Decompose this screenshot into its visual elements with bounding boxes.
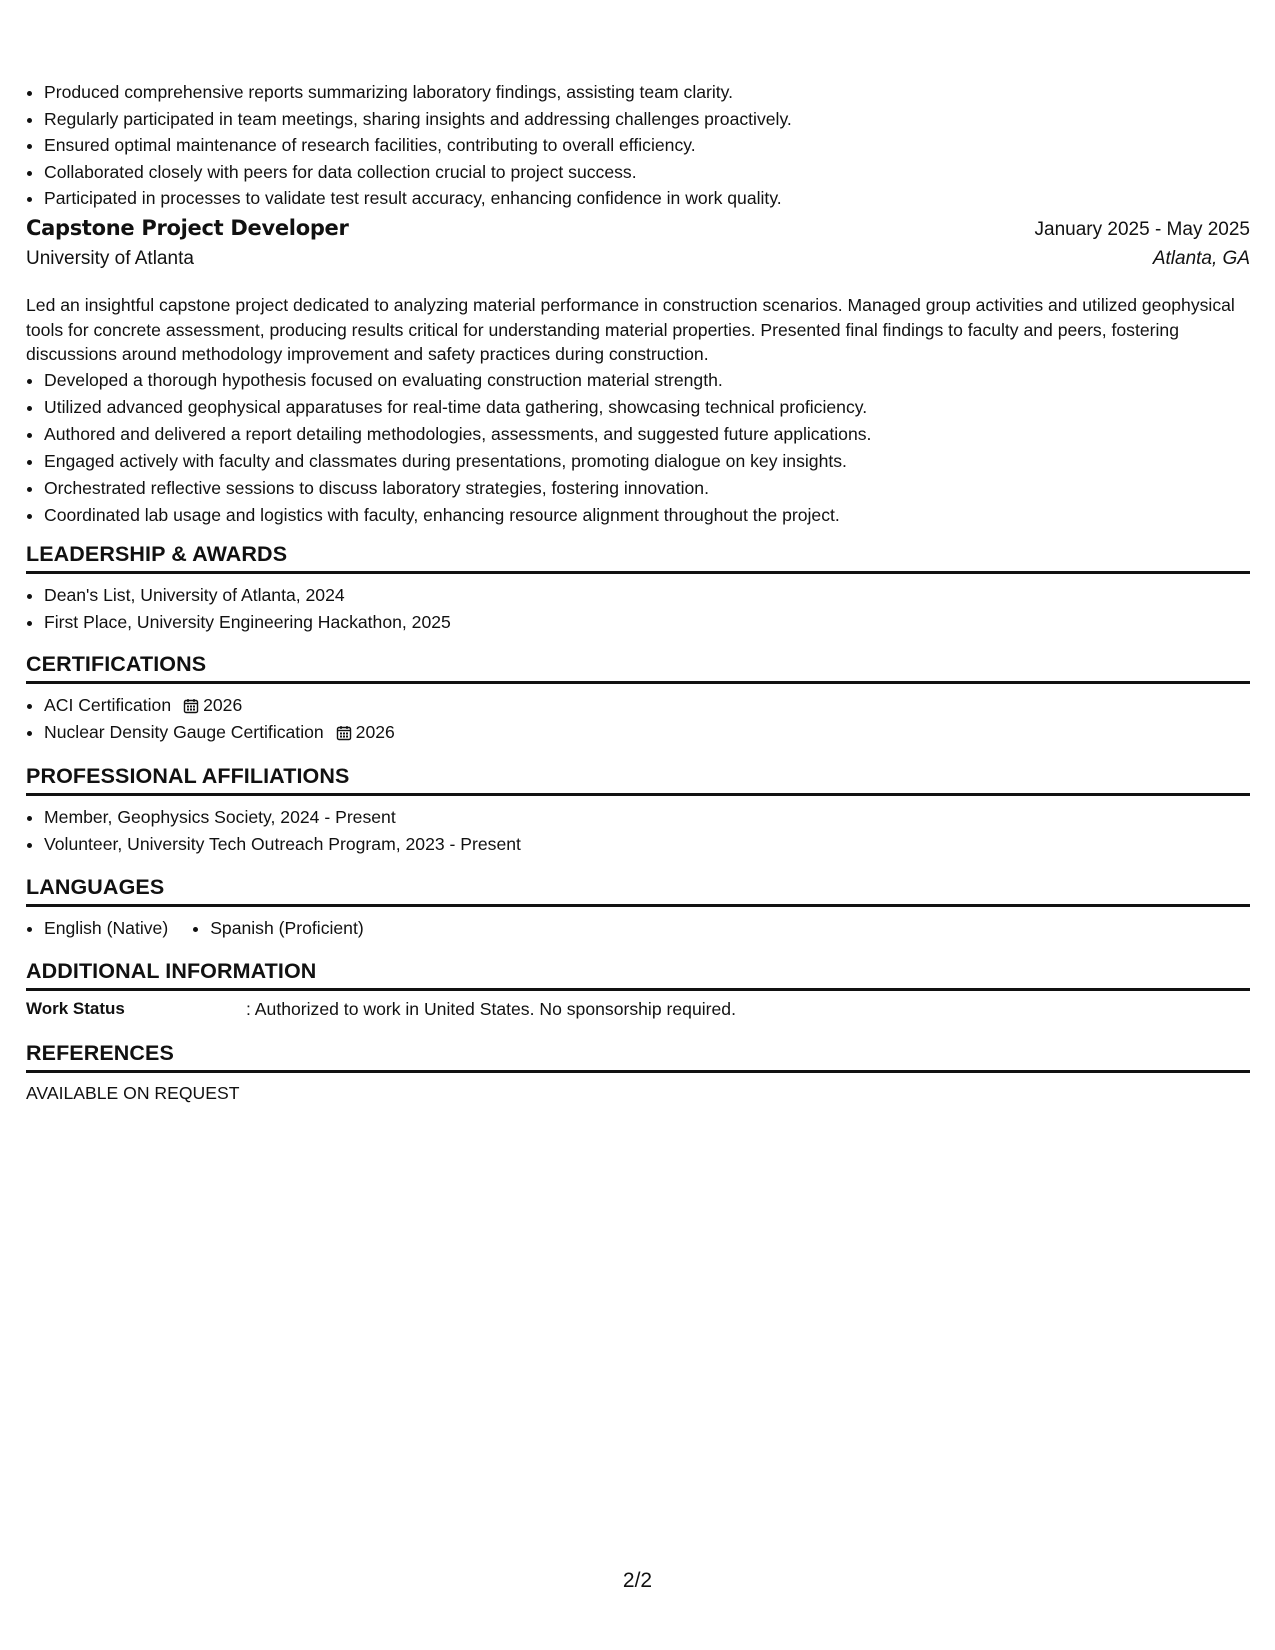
section-heading: ADDITIONAL INFORMATION bbox=[26, 958, 1250, 991]
job-title: Capstone Project Developer bbox=[26, 216, 349, 240]
certification-year: 2026 bbox=[203, 695, 243, 715]
certification-name: ACI Certification bbox=[44, 695, 172, 715]
list-item: • Dean's List, University of Atlanta, 2024 bbox=[44, 582, 1250, 609]
list-item: • Member, Geophysics Society, 2024 - Present bbox=[44, 804, 1250, 831]
certification-name: Nuclear Density Gauge Certification bbox=[44, 721, 324, 742]
work-status-label: Work Status bbox=[26, 999, 125, 1018]
list-item: • Collaborated closely with peers for data collection crucial to project success. bbox=[44, 159, 1268, 186]
references-section bbox=[26, 1040, 1250, 1104]
references-text: AVAILABLE ON REQUEST bbox=[26, 1083, 240, 1103]
job-subheader bbox=[26, 248, 1250, 270]
languages-section bbox=[26, 874, 1250, 942]
list-item: • First Place, University Engineering Hackathon, 2025 bbox=[44, 609, 1250, 636]
calendar-icon bbox=[336, 725, 352, 741]
calendar-icon bbox=[183, 698, 199, 714]
page-number: 2/2 bbox=[622, 1569, 653, 1592]
work-status-value: : Authorized to work in United States. No sponsorship required. bbox=[246, 999, 736, 1019]
section-heading: LANGUAGES bbox=[26, 874, 1250, 907]
section-heading: PROFESSIONAL AFFILIATIONS bbox=[26, 763, 1250, 796]
list-item: • Regularly participated in team meetings, sharing insights and addressing challenges proactively. bbox=[44, 106, 1268, 133]
list-item: • Coordinated lab usage and logistics with faculty, enhancing resource alignment throughout the project. bbox=[44, 502, 1268, 529]
list-item: • Participated in processes to validate test result accuracy, enhancing confidence in work quality. bbox=[44, 185, 1268, 212]
certification-item bbox=[44, 692, 1250, 719]
certification-item bbox=[44, 719, 1250, 746]
job-header bbox=[26, 216, 1250, 241]
leadership-section bbox=[26, 541, 1250, 635]
section-heading: REFERENCES bbox=[26, 1040, 1250, 1073]
job-summary: Led an insightful capstone project dedicated to analyzing material performance in construction scenarios. Managed group activities and utilized geophysical tools for concrete assessment, producing results critical for understanding material properties. Presented final findings to faculty and peers, fostering discussions around methodology improvement and safety practices during construction. bbox=[26, 295, 1235, 365]
list-item: • Authored and delivered a report detailing methodologies, assessments, and suggested future applications. bbox=[44, 421, 1268, 448]
section-heading: LEADERSHIP & AWARDS bbox=[26, 541, 1250, 574]
experience-bullets-previous bbox=[26, 79, 1268, 212]
section-heading: CERTIFICATIONS bbox=[26, 651, 1250, 684]
language-item: • English (Native) bbox=[44, 915, 168, 942]
certifications-section bbox=[26, 651, 1250, 745]
list-item: • Volunteer, University Tech Outreach Program, 2023 - Present bbox=[44, 831, 1250, 858]
list-item: • Developed a thorough hypothesis focused on evaluating construction material strength. bbox=[44, 367, 1268, 394]
certification-year: 2026 bbox=[355, 721, 395, 742]
job-organization: University of Atlanta bbox=[26, 248, 194, 269]
language-item: • Spanish (Proficient) bbox=[210, 915, 364, 942]
affiliations-section bbox=[26, 763, 1250, 857]
additional-info-section bbox=[26, 958, 1250, 1020]
list-item: • Produced comprehensive reports summarizing laboratory findings, assisting team clarity. bbox=[44, 79, 1268, 106]
job-dates: January 2025 - May 2025 bbox=[1034, 219, 1250, 240]
list-item: • Orchestrated reflective sessions to discuss laboratory strategies, fostering innovation. bbox=[44, 475, 1268, 502]
capstone-bullets bbox=[26, 367, 1268, 529]
list-item: • Engaged actively with faculty and classmates during presentations, promoting dialogue on key insights. bbox=[44, 448, 1268, 475]
work-status-row bbox=[26, 999, 1250, 1020]
job-location: Atlanta, GA bbox=[1152, 248, 1250, 269]
list-item: • Utilized advanced geophysical apparatuses for real-time data gathering, showcasing technical proficiency. bbox=[44, 394, 1268, 421]
list-item: • Ensured optimal maintenance of research facilities, contributing to overall efficiency. bbox=[44, 132, 1268, 159]
